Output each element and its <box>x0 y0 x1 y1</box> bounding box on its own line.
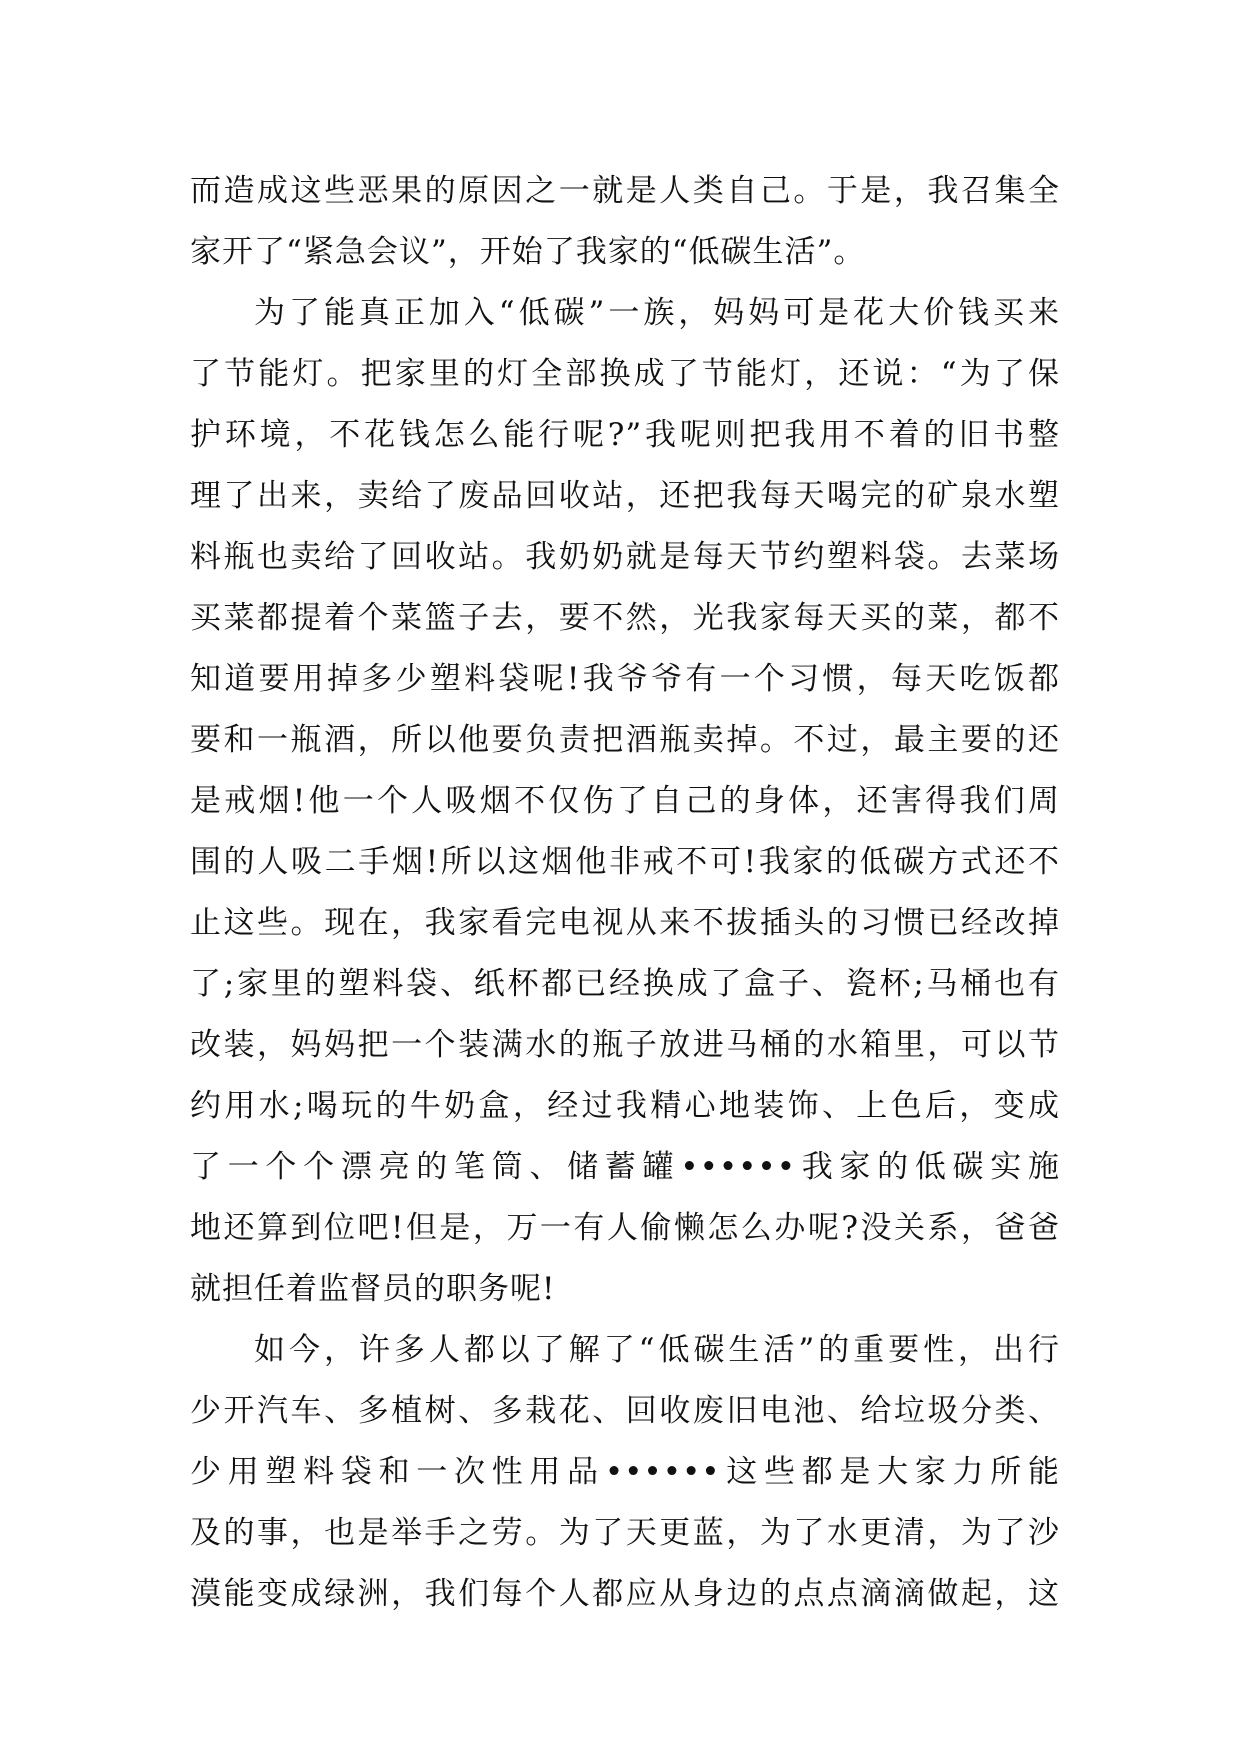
text-line: 料瓶也卖给了回收站。我奶奶就是每天节约塑料袋。去菜场 <box>190 539 1060 575</box>
text-line: 止这些。现在，我家看完电视从来不拔插头的习惯已经改掉 <box>190 905 1060 941</box>
text-line: 就担任着监督员的职务呢! <box>190 1271 556 1307</box>
text-line: 是戒烟!他一个人吸烟不仅伤了自己的身体，还害得我们周 <box>190 783 1060 819</box>
text-line: 改装，妈妈把一个装满水的瓶子放进马桶的水箱里，可以节 <box>190 1027 1060 1063</box>
text-line: 少开汽车、多植树、多栽花、回收废旧电池、给垃圾分类、 <box>190 1393 1060 1429</box>
text-line: 围的人吸二手烟!所以这烟他非戒不可!我家的低碳方式还不 <box>190 844 1060 880</box>
text-line: 要和一瓶酒，所以他要负责把酒瓶卖掉。不过，最主要的还 <box>190 722 1060 758</box>
text-line: 约用水;喝玩的牛奶盒，经过我精心地装饰、上色后，变成 <box>190 1088 1060 1124</box>
text-line: 为了能真正加入“低碳”一族，妈妈可是花大价钱买来 <box>254 295 1060 331</box>
text-line: 及的事，也是举手之劳。为了天更蓝，为了水更清，为了沙 <box>190 1515 1060 1551</box>
text-line: 护环境，不花钱怎么能行呢?”我呢则把我用不着的旧书整 <box>190 417 1060 453</box>
text-line: 漠能变成绿洲，我们每个人都应从身边的点点滴滴做起，这 <box>190 1576 1060 1612</box>
text-line: 知道要用掉多少塑料袋呢!我爷爷有一个习惯，每天吃饭都 <box>190 661 1060 697</box>
text-line: 理了出来，卖给了废品回收站，还把我每天喝完的矿泉水塑 <box>190 478 1060 514</box>
text-line: 了一个个漂亮的笔筒、储蓄罐••••••我家的低碳实施 <box>190 1149 1060 1185</box>
text-line: 少用塑料袋和一次性用品••••••这些都是大家力所能 <box>190 1454 1060 1490</box>
text-line: 地还算到位吧!但是，万一有人偷懒怎么办呢?没关系，爸爸 <box>190 1210 1060 1246</box>
text-line: 了节能灯。把家里的灯全部换成了节能灯，还说：“为了保 <box>190 356 1060 392</box>
text-line: 而造成这些恶果的原因之一就是人类自己。于是，我召集全 <box>190 173 1060 209</box>
text-line: 家开了“紧急会议”，开始了我家的“低碳生活”。 <box>190 234 866 270</box>
document-body <box>190 161 1060 1625</box>
text-line: 如今，许多人都以了解了“低碳生活”的重要性，出行 <box>254 1332 1060 1368</box>
text-line: 了;家里的塑料袋、纸杯都已经换成了盒子、瓷杯;马桶也有 <box>190 966 1060 1002</box>
text-line: 买菜都提着个菜篮子去，要不然，光我家每天买的菜，都不 <box>190 600 1060 636</box>
